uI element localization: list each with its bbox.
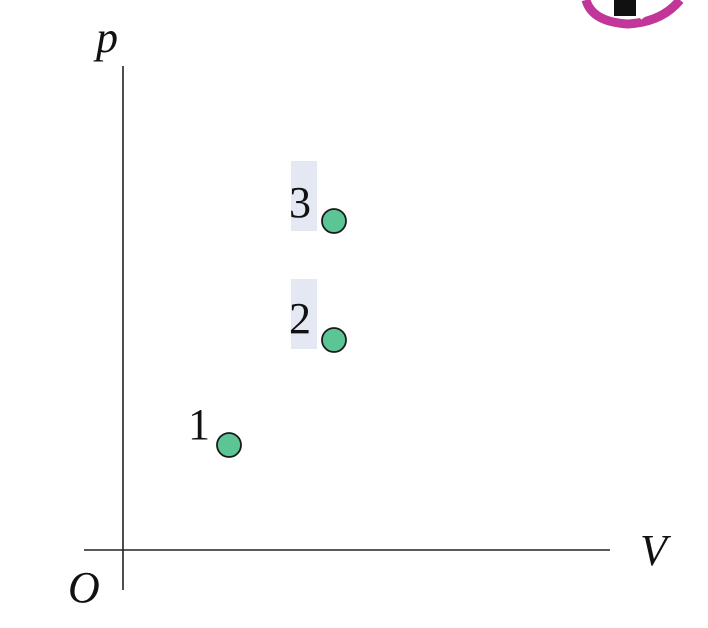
y-axis-label: p	[96, 13, 118, 62]
state-2-label: 2	[289, 294, 311, 343]
state-2-point	[322, 328, 346, 352]
state-3-point	[322, 209, 346, 233]
state-3-label: 3	[289, 178, 311, 227]
corner-logo-icon	[586, 0, 680, 24]
origin-label: O	[68, 563, 100, 612]
state-1-label: 1	[188, 400, 210, 449]
x-axis-label: V	[640, 526, 667, 575]
state-1-point	[217, 433, 241, 457]
